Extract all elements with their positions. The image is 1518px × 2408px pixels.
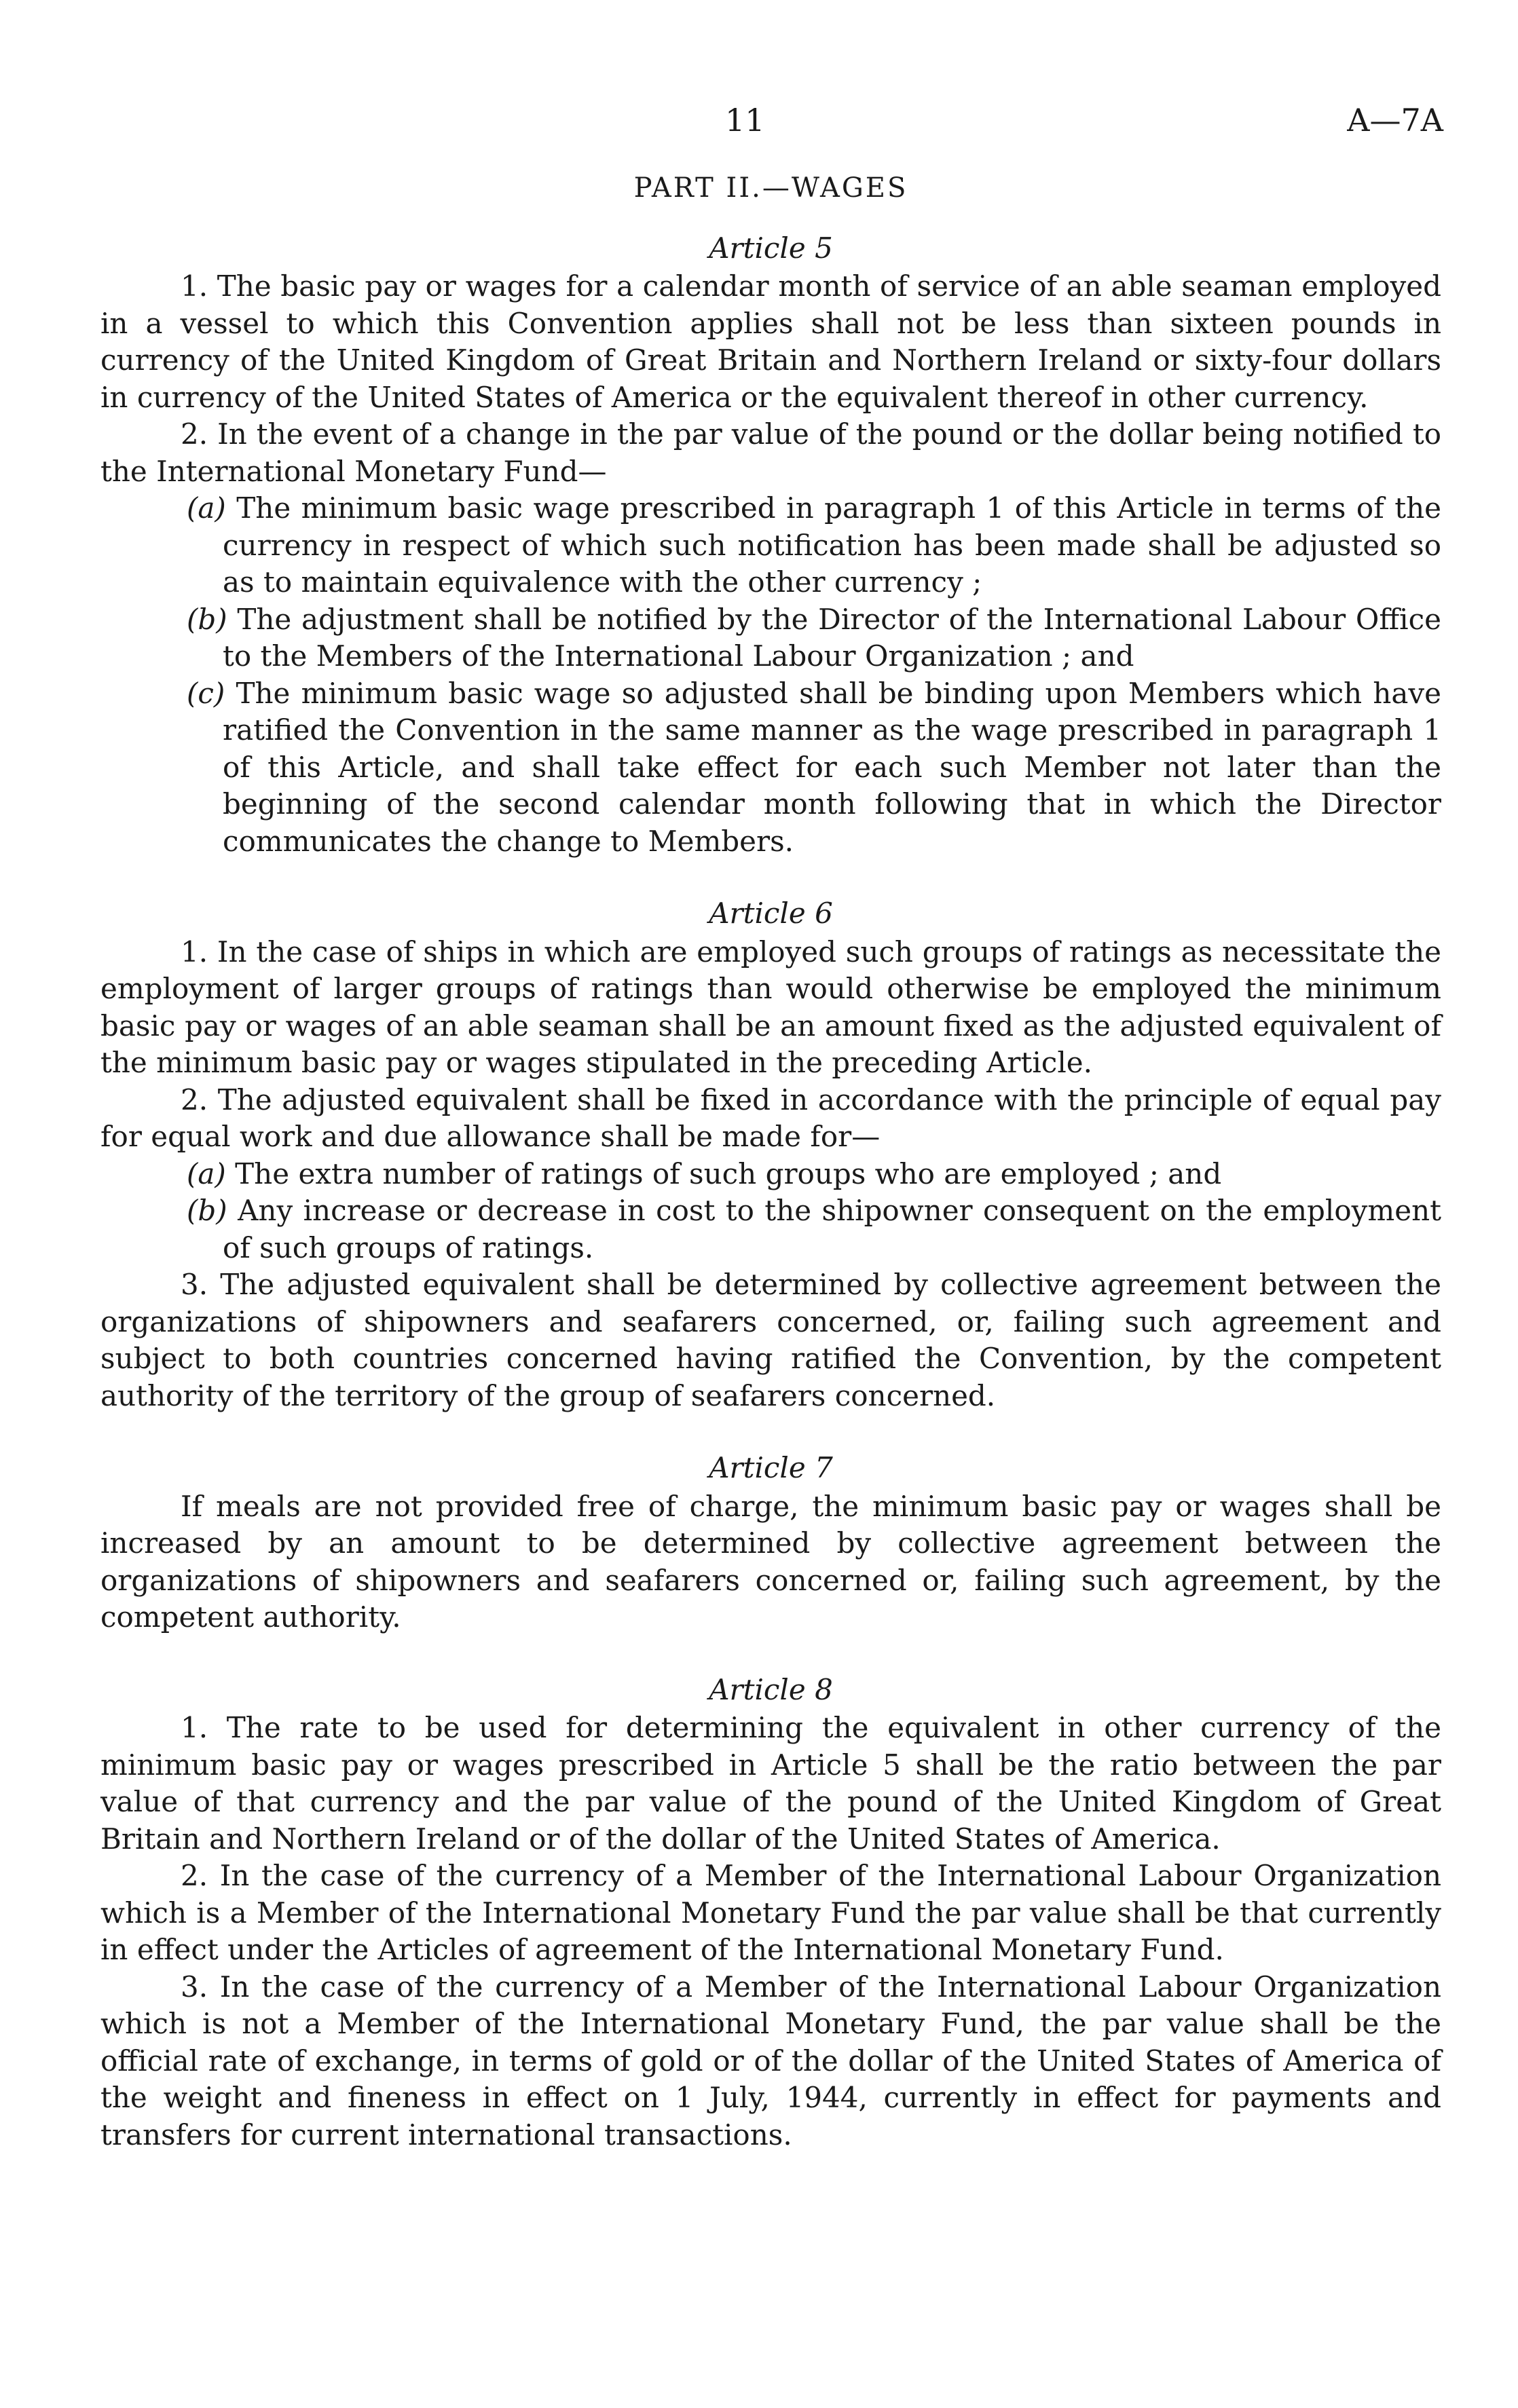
article-8-paragraph-1: 1. The rate to be used for determining the equivalent in other currency of the minimum basic pay or wages prescribed in Article 5 shall be the ratio between the par value of that currency and the par value of the pound of the United Kingdom of Great Britain and Northern Ireland or of the dollar of the United States of America. bbox=[100, 1711, 1441, 1856]
item-label: (a) bbox=[187, 1156, 226, 1190]
item-label: (a) bbox=[187, 491, 226, 525]
item-text: The minimum basic wage so adjusted shall be binding upon Members which have ratified the Convention in the same manner as the wage prescribed in paragraph 1 of this Article, and shall take effect for each such Member not later than the beginning of the second calendar month following that in which the Director communicates the change to Members. bbox=[223, 676, 1441, 858]
article-7-title: Article 7 bbox=[709, 1451, 833, 1484]
document-reference: A—7A bbox=[1347, 102, 1443, 138]
page-header bbox=[0, 102, 1518, 149]
article-8-paragraph-2: 2. In the case of the currency of a Member of the International Labour Organization which is a Member of the International Monetary Fund the par value shall be that currently in effect under the Articles of agreement of the International Monetary Fund. bbox=[100, 1859, 1441, 1966]
article-5-paragraph-2: 2. In the event of a change in the par value of the pound or the dollar being notified to the International Monetary Fund— bbox=[100, 417, 1441, 488]
article-6-paragraph-1: 1. In the case of ships in which are employed such groups of ratings as necessitate the employment of larger groups of ratings than would otherwise be employed the minimum basic pay or wages of an able seaman shall be an amount fixed as the adjusted equivalent of the minimum basic pay or wages stipulated in the preceding Article. bbox=[100, 935, 1441, 1079]
item-label: (b) bbox=[187, 602, 227, 636]
part-title: PART II.—WAGES bbox=[633, 172, 908, 204]
item-text: Any increase or decrease in cost to the shipowner consequent on the employment of such groups of ratings. bbox=[223, 1194, 1441, 1264]
item-label: (b) bbox=[187, 1194, 227, 1227]
article-6-item-b bbox=[187, 1192, 1441, 1266]
item-label: (c) bbox=[187, 676, 225, 710]
article-6-paragraph-2: 2. The adjusted equivalent shall be fixed in accordance with the principle of equal pay for equal work and due allowance shall be made for— bbox=[100, 1083, 1441, 1153]
article-5-item-c bbox=[187, 675, 1441, 861]
item-text: The minimum basic wage prescribed in paragraph 1 of this Article in terms of the currency in respect of which such notification has been made shall be adjusted so as to maintain equivalence with the other currency ; bbox=[223, 491, 1441, 599]
item-text: The adjustment shall be notified by the Director of the International Labour Office to the Members of the International Labour Organization ; and bbox=[223, 602, 1441, 673]
article-6-item-a bbox=[187, 1156, 1441, 1193]
article-8-title: Article 8 bbox=[709, 1672, 833, 1706]
article-5-item-a bbox=[187, 490, 1441, 601]
article-8-paragraph-3: 3. In the case of the currency of a Member of the International Labour Organization which is not a Member of the International Monetary Fund, the par value shall be the official rate of exchange, in terms of gold or of the dollar of the United States of America of the weight and fineness in effect on 1 July, 1944, currently in effect for payments and transfers for current international transactions. bbox=[100, 1970, 1441, 2151]
article-5-paragraph-1: 1. The basic pay or wages for a calendar month of service of an able seaman employed in a vessel to which this Convention applies shall not be less than sixteen pounds in currency of the United Kingdom of Great Britain and Northern Ireland or sixty-four dollars in currency of the United States of America or the equivalent thereof in other currency. bbox=[100, 269, 1441, 414]
item-text: The extra number of ratings of such groups who are employed ; and bbox=[235, 1156, 1222, 1190]
document-body bbox=[100, 170, 1441, 2153]
article-6-paragraph-3: 3. The adjusted equivalent shall be determined by collective agreement between the organizations of shipowners and seafarers concerned, or, failing such agreement and subject to both countries concerned having ratified the Convention, by the competent authority of the territory of the group of seafarers concerned. bbox=[100, 1268, 1441, 1412]
article-7-paragraph: If meals are not provided free of charge, the minimum basic pay or wages shall be increased by an amount to be determined by collective agreement between the organizations of shipowners and seafarers concerned or, failing such agreement, by the competent authority. bbox=[100, 1489, 1441, 1634]
article-5-title: Article 5 bbox=[709, 231, 833, 265]
article-6-title: Article 6 bbox=[709, 897, 833, 930]
page-number: 11 bbox=[725, 102, 765, 138]
article-5-item-b bbox=[187, 601, 1441, 675]
